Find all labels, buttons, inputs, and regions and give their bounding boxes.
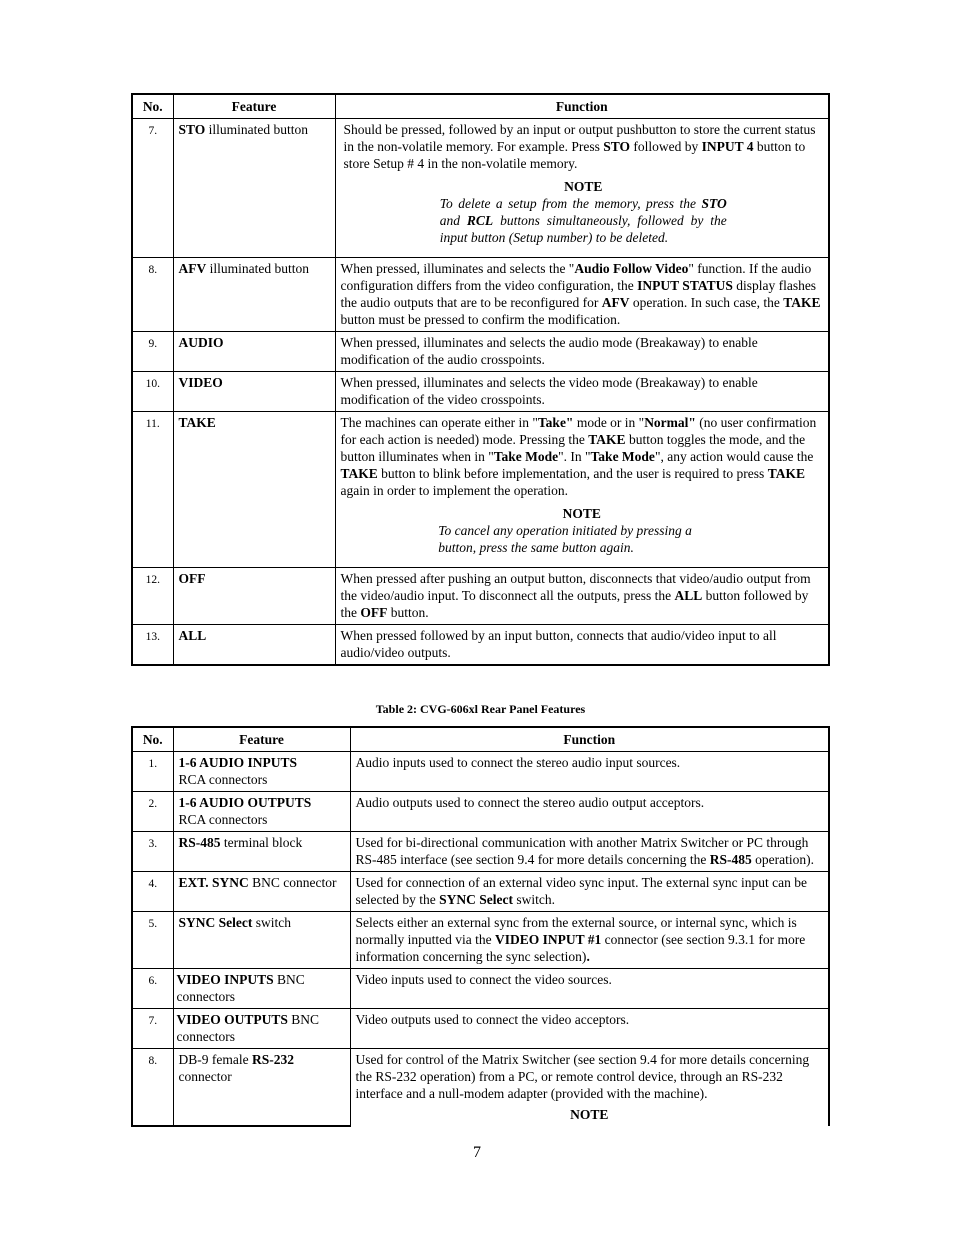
text-run: connector [178, 1069, 232, 1084]
text-run: RCA connectors [178, 772, 268, 787]
text-run: TAKE [767, 466, 805, 481]
text-run: RS-485 [709, 852, 752, 867]
feature-cell [173, 258, 335, 332]
feature-name: AFV [178, 261, 207, 276]
row-number: 3. [132, 832, 173, 872]
text-run: again in order to implement the operation. [340, 483, 569, 498]
feature-cell [173, 1009, 350, 1049]
row-number: 1. [132, 752, 173, 792]
header-function: Function [350, 727, 829, 752]
text-run: (no user confirmation for each action is needed) mode. Pressing the [340, 415, 817, 447]
text-run: SYNC Select [178, 915, 253, 930]
note-heading: NOTE [570, 1107, 609, 1122]
text-run: connector (see section 9.3.1 for more information concerning the sync selection) [355, 932, 806, 964]
table-row [132, 1009, 829, 1049]
function-cell [335, 568, 829, 625]
text-run: button to store Setup # 4 in the non-volatile memory. [343, 139, 806, 171]
text-run: and [439, 213, 467, 228]
text-run: buttons simultaneously, followed by the input button (Setup number) to be deleted. [439, 213, 727, 245]
table-row [132, 969, 829, 1009]
function-cell [335, 119, 829, 258]
table-row [132, 625, 829, 666]
text-run: SYNC Select [439, 892, 513, 907]
text-run: switch. [512, 892, 555, 907]
text-run: button toggles the mode, and the button illuminates when in " [340, 432, 806, 464]
feature-cell [173, 752, 350, 792]
table-row [132, 372, 829, 412]
text-run: VIDEO INPUTS [176, 972, 274, 987]
text-run: mode or in " [573, 415, 645, 430]
header-no: No. [132, 727, 173, 752]
feature-cell [173, 568, 335, 625]
function-text [341, 374, 824, 408]
text-run: OFF [360, 605, 388, 620]
text-run: BNC connector [248, 875, 337, 890]
text-run: switch [252, 915, 291, 930]
function-cell [350, 1009, 829, 1049]
text-run: When pressed, illuminates and selects the audio mode (Breakaway) to enable modification of the audio crosspoints. [340, 335, 758, 367]
function-text [356, 914, 824, 965]
header-feature: Feature [173, 94, 335, 119]
table-row [132, 872, 829, 912]
table-row [132, 1049, 829, 1127]
text-run: operation). [751, 852, 814, 867]
text-run: STO [603, 139, 630, 154]
function-cell [350, 912, 829, 969]
text-run: Used for connection of an external video sync input. The external sync input can be selected by the [355, 875, 807, 907]
function-text [356, 794, 824, 811]
row-number: 10. [132, 372, 173, 412]
note-body [438, 522, 725, 564]
text-run: Video outputs used to connect the video acceptors. [355, 1012, 630, 1027]
row-number: 8. [132, 258, 173, 332]
function-cell [350, 752, 829, 792]
header-no: No. [132, 94, 173, 119]
function-text [356, 754, 824, 771]
text-run: BNC connectors [176, 1012, 320, 1044]
table-row [132, 568, 829, 625]
function-cell [335, 625, 829, 666]
table-row [132, 792, 829, 832]
feature-detail: illuminated button [206, 261, 309, 276]
function-text [344, 121, 824, 172]
row-number: 13. [132, 625, 173, 666]
text-run: Video inputs used to connect the video sources. [355, 972, 612, 987]
row-number: 2. [132, 792, 173, 832]
feature-cell [173, 119, 335, 258]
text-run: display flashes the audio outputs that are to be reconfigured for [340, 278, 817, 310]
table-row [132, 119, 829, 258]
text-run: Used for bi-directional communication with another Matrix Switcher or PC through RS-485 interface (see section 9.4 for more details concerning the [355, 835, 809, 867]
text-run: RS-232 [251, 1052, 294, 1067]
text-run: STO [701, 196, 727, 211]
function-cell [350, 1049, 829, 1127]
feature-name: OFF [178, 571, 206, 586]
text-run: button followed by the [340, 588, 809, 620]
text-run: Should be pressed, followed by an input or output pushbutton to store the current status in the non-volatile memory. For example. Press [343, 122, 816, 154]
text-run: VIDEO OUTPUTS [176, 1012, 288, 1027]
text-run: " function. If the audio configuration differs from the video configuration, the [340, 261, 812, 293]
row-number: 8. [132, 1049, 173, 1127]
feature-name: ALL [178, 628, 207, 643]
header-feature: Feature [173, 727, 350, 752]
function-cell [335, 258, 829, 332]
rear-panel-table [131, 726, 830, 1127]
row-number: 12. [132, 568, 173, 625]
text-run: When pressed, illuminates and selects the " [340, 261, 575, 276]
text-run: followed by [629, 139, 702, 154]
page-number: 7 [473, 1144, 481, 1161]
feature-cell [173, 969, 350, 1009]
table2-body [132, 752, 829, 1127]
function-text [341, 627, 824, 661]
feature-cell [173, 872, 350, 912]
function-cell [335, 412, 829, 568]
text-run: Take Mode [590, 449, 655, 464]
text-run: RCA connectors [178, 812, 268, 827]
function-cell [350, 969, 829, 1009]
text-run: When pressed after pushing an output button, disconnects that video/audio output from the video/audio input. To disconnect all the outputs, press the [340, 571, 811, 603]
row-number: 6. [132, 969, 173, 1009]
feature-cell [173, 332, 335, 372]
text-run: BNC connectors [176, 972, 305, 1004]
feature-name: AUDIO [178, 335, 224, 350]
table-header-row [132, 94, 829, 119]
function-text [356, 834, 824, 868]
note-heading: NOTE [564, 179, 603, 194]
text-run: . [586, 949, 590, 964]
feature-name: TAKE [178, 415, 216, 430]
function-text [341, 570, 824, 621]
function-cell [350, 792, 829, 832]
text-run: Used for control of the Matrix Switcher (see section 9.4 for more details concerning the RS-232 operation) from a PC, or remote control device, through an RS-232 interface and a null-modem adapter (provided with the machine). [355, 1052, 810, 1101]
function-text [341, 414, 824, 499]
text-run: Audio Follow Video [574, 261, 689, 276]
function-text [341, 334, 824, 368]
function-text [356, 1051, 824, 1102]
function-text [356, 971, 824, 988]
text-run: To cancel any operation initiated by pressing a button, press the same button again. [438, 523, 692, 555]
text-run: 1-6 AUDIO OUTPUTS [178, 795, 312, 810]
text-run: Take" [537, 415, 574, 430]
row-number: 7. [132, 1009, 173, 1049]
text-run: INPUT STATUS [637, 278, 733, 293]
text-run: button. [387, 605, 429, 620]
row-number: 7. [132, 119, 173, 258]
feature-cell [173, 1049, 350, 1127]
table-row [132, 912, 829, 969]
function-text [356, 1011, 824, 1028]
text-run: DB-9 female [178, 1052, 252, 1067]
feature-cell [173, 832, 350, 872]
front-panel-table [131, 93, 830, 666]
text-run: button must be pressed to confirm the modification. [340, 312, 621, 327]
table-caption: Table 2: CVG-606xl Rear Panel Features [375, 702, 586, 716]
feature-cell [173, 912, 350, 969]
text-run: Take Mode [493, 449, 559, 464]
text-run: VIDEO INPUT #1 [494, 932, 602, 947]
note-body [440, 195, 727, 254]
text-run: Audio outputs used to connect the stereo audio output acceptors. [355, 795, 705, 810]
text-run: operation. In such case, the [629, 295, 784, 310]
text-run: TAKE [340, 466, 378, 481]
table-row [132, 258, 829, 332]
text-run: RCL [466, 213, 494, 228]
header-function: Function [335, 94, 829, 119]
table-row [132, 412, 829, 568]
text-run: ". In " [558, 449, 591, 464]
text-run: AFV [601, 295, 630, 310]
table-row [132, 752, 829, 792]
note-heading: NOTE [562, 506, 601, 521]
text-run: RS-485 [178, 835, 221, 850]
feature-cell [173, 412, 335, 568]
feature-cell [173, 792, 350, 832]
function-cell [335, 372, 829, 412]
row-number: 11. [132, 412, 173, 568]
text-run: ", any action would cause the [654, 449, 814, 464]
table-row [132, 832, 829, 872]
text-run: Audio inputs used to connect the stereo audio input sources. [355, 755, 681, 770]
text-run: button to blink before implementation, and the user is required to press [377, 466, 768, 481]
function-cell [350, 832, 829, 872]
text-run: The machines can operate either in " [340, 415, 538, 430]
function-text [356, 874, 824, 908]
table-header-row [132, 727, 829, 752]
text-run: terminal block [220, 835, 303, 850]
text-run: INPUT 4 [701, 139, 754, 154]
text-run: 1-6 AUDIO INPUTS [178, 755, 298, 770]
row-number: 9. [132, 332, 173, 372]
text-run: ALL [674, 588, 703, 603]
text-run: TAKE [783, 295, 821, 310]
text-run: To delete a setup from the memory, press the [439, 196, 702, 211]
row-number: 4. [132, 872, 173, 912]
text-run: When pressed followed by an input button, connects that audio/video input to all audio/video outputs. [340, 628, 777, 660]
text-run: TAKE [588, 432, 626, 447]
table-row [132, 332, 829, 372]
function-cell [335, 332, 829, 372]
text-run: EXT. SYNC [178, 875, 249, 890]
function-cell [350, 872, 829, 912]
row-number: 5. [132, 912, 173, 969]
function-text [341, 260, 824, 328]
feature-name: STO [178, 122, 206, 137]
text-run: When pressed, illuminates and selects the video mode (Breakaway) to enable modification of the video crosspoints. [340, 375, 758, 407]
feature-cell [173, 625, 335, 666]
feature-name: VIDEO [178, 375, 223, 390]
feature-detail: illuminated button [205, 122, 309, 137]
feature-cell [173, 372, 335, 412]
text-run: Normal" [644, 415, 696, 430]
text-run: Selects either an external sync from the external source, or internal sync, which is normally inputted via the [355, 915, 797, 947]
table1-body [132, 119, 829, 666]
